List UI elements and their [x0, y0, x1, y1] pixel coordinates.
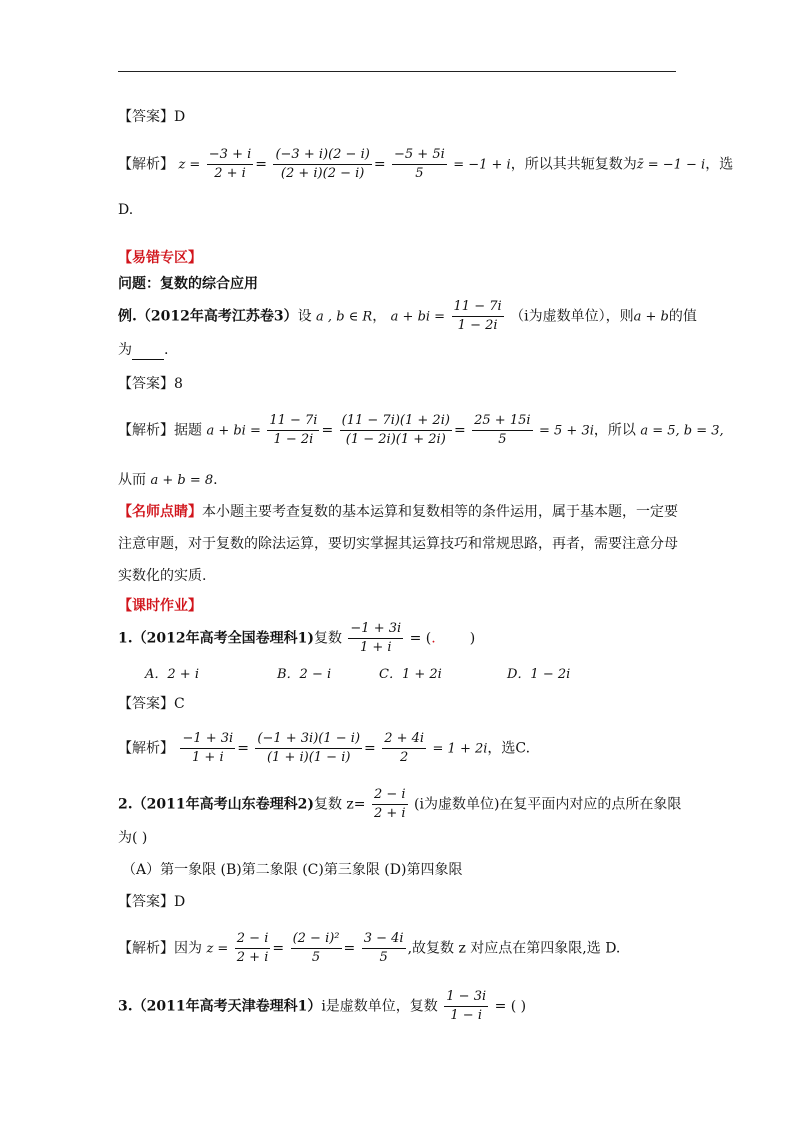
q2-options: （A）第一象限 (B)第二象限 (C)第三象限 (D)第四象限	[122, 862, 463, 878]
fraction: $\frac{2 - i}{2 + i}$	[373, 787, 406, 821]
q2-analysis-line: 【解析】因为 z = $\frac{2 - i}{2 + i}$ = $\frac{\text{(2 − i)²}}{5}$ = $\frac{3 - 4i}{5}$ ,故复数 z 对应点在第四象限,选 D.	[118, 931, 621, 965]
example-line: 例.（2012年高考江苏卷3）设 a , b ∈ R， a + bi = $\frac{11 - 7i}{1 - 2i}$ （i为虚数单位），则a + b的值	[118, 299, 697, 333]
prev-analysis-end: D.	[118, 202, 134, 218]
section-homework-heading: 【课时作业】	[118, 598, 202, 614]
fraction: $\frac{(-3 + i)(2 - i)}{(2 + i)(2 - i)}$	[275, 147, 370, 181]
q1-analysis-line: 【解析】 $\frac{-1 + 3i}{1 + i}$ = $\frac{(-1 + 3i)(1 - i)}{(1 + i)(1 - i)}$ = $\frac{2 + 4i}{2}$ = 1 + 2i，选C.	[118, 731, 531, 765]
fraction: $\frac{(11 - 7i)(1 + 2i)}{(1 - 2i)(1 + 2i)}$	[341, 413, 450, 447]
fraction: $\frac{-3 + i}{2 + i}$	[208, 147, 252, 181]
fraction: $\frac{2 + 4i}{2}$	[384, 731, 425, 765]
option-c: C．1 + 2i	[379, 667, 442, 682]
tip-line-1: 【名师点睛】本小题主要考查复数的基本运算和复数相等的条件运用，属于基本题，一定要	[118, 504, 678, 520]
fraction: $\frac{3 - 4i}{5}$	[363, 931, 404, 965]
q1-line: 1.（2012年高考全国卷理科1)复数 $\frac{-1 + 3i}{1 + i}$ = (. )	[118, 621, 476, 655]
option-b: B．2 − i	[277, 667, 332, 682]
answer-value: D	[174, 109, 186, 125]
header-rule	[118, 71, 676, 72]
example-answer-line: 【答案】8	[118, 376, 183, 392]
fraction: $\frac{-1 + 3i}{1 + i}$	[182, 731, 234, 765]
prev-answer-line	[118, 107, 185, 127]
section-error-heading: 【易错专区】	[118, 250, 202, 266]
answer-label: 【答案】	[118, 109, 174, 125]
fraction: $\frac{\text{(2 − i)²}}{5}$	[292, 931, 340, 965]
tip-line-3: 实数化的实质.	[118, 568, 207, 584]
fraction: $\frac{11 - 7i}{1 - 2i}$	[453, 299, 502, 333]
example-analysis-line: 【解析】据题 a + bi = $\frac{11 - 7i}{1 - 2i}$ = $\frac{(11 - 7i)(1 + 2i)}{(1 - 2i)(1 + 2i)}$ = $\frac{25 + 15i}{5}$ = 5 + 3i，所以 a = 5, b = 3,	[118, 413, 724, 447]
option-a: A．2 + i	[145, 667, 199, 682]
q1-answer-line: 【答案】C	[118, 696, 185, 712]
q3-line: 3.（2011年高考天津卷理科1）i是虚数单位，复数 $\frac{1 - 3i}{1 - i}$ = ( )	[118, 989, 527, 1023]
fraction: $\frac{-5 + 5i}{5}$	[394, 147, 445, 181]
prev-analysis-line: 【解析】 z = $\frac{-3 + i}{2 + i}$ = $\frac{(-3 + i)(2 - i)}{(2 + i)(2 - i)}$ = $\frac{-5 + 5i}{5}$ = −1 + i，所以其共轭复数为z̄ = −1 − i，选	[118, 147, 734, 181]
topic-heading: 问题：复数的综合应用	[118, 276, 258, 292]
answer-blank	[132, 345, 164, 360]
q1-options	[145, 664, 570, 685]
example-line-2: 为 .	[118, 342, 169, 358]
fraction: $\frac{-1 + 3i}{1 + i}$	[350, 621, 402, 655]
fraction: $\frac{25 + 15i}{5}$	[474, 413, 531, 447]
option-d: D．1 − 2i	[507, 667, 571, 682]
q2-line-2: 为( )	[118, 830, 148, 846]
q2-answer-line: 【答案】D	[118, 894, 186, 910]
tip-line-2: 注意审题，对于复数的除法运算，要切实掌握其运算技巧和常规思路，再者，需要注意分母	[118, 536, 678, 552]
fraction: $\frac{2 - i}{2 + i}$	[236, 931, 269, 965]
analysis-label: 【解析】	[118, 156, 174, 173]
fraction: $\frac{(-1 + 3i)(1 - i)}{(1 + i)(1 - i)}$	[257, 731, 361, 765]
fraction: $\frac{1 - 3i}{1 - i}$	[446, 989, 487, 1023]
example-analysis-line-2: 从而 a + b = 8.	[118, 472, 218, 488]
tip-label: 【名师点睛】	[118, 504, 202, 520]
fraction: $\frac{11 - 7i}{1 - 2i}$	[269, 413, 318, 447]
q2-line: 2.（2011年高考山东卷理科2)复数 z= $\frac{2 - i}{2 + i}$ (i为虚数单位)在复平面内对应的点所在象限	[118, 787, 682, 821]
